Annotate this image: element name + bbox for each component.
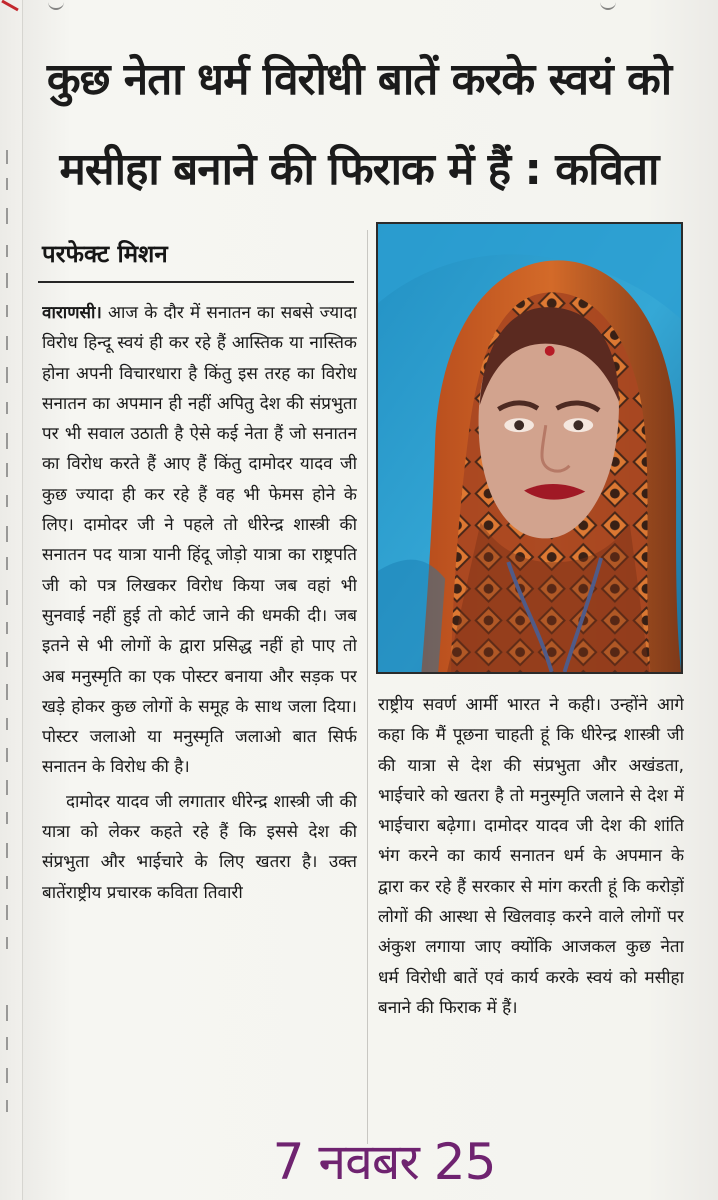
- edge-character-mark: [6, 718, 8, 730]
- torn-corner-mark-icon: [0, 0, 20, 14]
- story-left-column: [42, 298, 357, 1148]
- edge-character-mark: [6, 305, 8, 317]
- edge-character-mark: [6, 557, 8, 570]
- edge-character-mark: [6, 780, 8, 795]
- kavita-tiwari-photo: [376, 222, 683, 674]
- edge-character-mark: [6, 273, 8, 288]
- edge-character-mark: [6, 652, 8, 667]
- column-divider: [367, 230, 368, 1144]
- edge-character-mark: [6, 336, 8, 350]
- edge-character-mark: [6, 843, 8, 858]
- edge-character-mark: [6, 684, 8, 700]
- story-paragraph-2: दामोदर यादव जी लगातार धीरेन्द्र शास्त्री जी की यात्रा को लेकर कहते रहे हैं कि इससे देश की संप्रभुता और भाईचारे के लिए खतरा है। उक्त बातेंराष्ट्रीय प्रचारक कविता तिवारी: [42, 791, 357, 903]
- edge-character-mark: [6, 812, 8, 824]
- edge-character-mark: [6, 937, 8, 949]
- edge-character-mark: [6, 433, 8, 449]
- edge-character-mark: [6, 208, 8, 224]
- handwritten-date-stamp: 7 नवबर 25: [272, 1133, 496, 1191]
- edge-character-mark: [6, 1100, 8, 1112]
- edge-character-mark: [6, 402, 8, 414]
- edge-character-mark: [6, 367, 8, 383]
- edge-character-mark: [6, 1005, 8, 1021]
- edge-character-mark: [6, 526, 8, 542]
- edge-character-mark: [6, 622, 8, 634]
- edge-character-mark: [6, 876, 8, 889]
- edge-character-mark: [6, 178, 8, 190]
- adjacent-column-edge: [0, 0, 23, 1200]
- edge-character-mark: [6, 748, 8, 762]
- top-edge-mark: [600, 0, 616, 10]
- edge-character-mark: [6, 1037, 8, 1050]
- edge-character-mark: [6, 150, 8, 164]
- headline-line-1: कुछ नेता धर्म विरोधी बातें करके स्वयं को: [46, 54, 672, 105]
- edge-character-mark: [6, 1068, 8, 1083]
- top-edge-mark: [48, 0, 64, 10]
- byline: परफेक्ट मिशन: [42, 240, 168, 268]
- story-right-paragraph: राष्ट्रीय सवर्ण आर्मी भारत ने कही। उन्होंने आगे कहा कि मैं पूछना चाहती हूं कि धीरेन्द्र शास्त्री जी की यात्रा से देश की संप्रभुता और अखंडता, भाईचारे को खतरा है तो मनुस्मृति जलाने से देश में भाईचारा बढ़ेगा। दामोदर यादव जी देश की शांति भंग करने का कार्य सनातन धर्म के अपमान के द्वारा कर रहे हैं सरकार से मांग करती हूं कि करोड़ों लोगों की आस्था से खिलवाड़ करने वाले लोगों पर अंकुश लगाया जाए क्योंकि आजकल कुछ नेता धर्म विरोधी बातें एवं कार्य करके स्वयं को मसीहा बनाने की फिराक में हैं।: [378, 695, 684, 1018]
- byline-underline: [38, 281, 354, 283]
- edge-character-mark: [6, 245, 8, 257]
- edge-character-mark: [6, 463, 8, 477]
- headline-line-2: मसीहा बनाने की फिराक में हैं : कविता: [59, 144, 659, 195]
- edge-character-mark: [6, 495, 8, 507]
- story-paragraph-1: [42, 298, 357, 783]
- edge-character-mark: [6, 590, 8, 605]
- story-paragraph-1-text: आज के दौर में सनातन का सबसे ज्यादा विरोध हिन्दू स्वयं ही कर रहे हैं आस्तिक या नास्तिक होना अपनी विचारधारा है किंतु इस तरह का विरोध सनातन का अपमान ही नहीं अपितु देश की संप्रभुता पर भी सवाल उठाती है ऐसे कई नेता हैं जो सनातन का विरोध करते हैं आए हैं किंतु दामोदर यादव जी कुछ ज्यादा ही कर रहे हैं वह भी फेमस होने के लिए। दामोदर जी ने पहले तो धीरेन्द्र शास्त्री की सनातन पद यात्रा यानी हिंदू जोड़ो यात्रा का राष्ट्रपति जी को पत्र लिखकर विरोध किया जब वहां भी सुनवाई नहीं हुई तो कोर्ट जाने की धमकी दी। जब इतने से भी लोगों के द्वारा प्रसिद्ध नहीं हो पाए तो अब मनुस्मृति का एक पोस्टर बनाया और सड़क पर खड़े होकर कुछ लोगों के समूह के साथ जला दिया। पोस्टर जलाओ या मनुस्मृति जलाओ बात सिर्फ सनातन के विरोध की है।: [42, 303, 357, 778]
- story-right-column: [378, 690, 684, 1150]
- dateline: वाराणसी।: [42, 303, 102, 323]
- edge-character-mark: [6, 905, 8, 920]
